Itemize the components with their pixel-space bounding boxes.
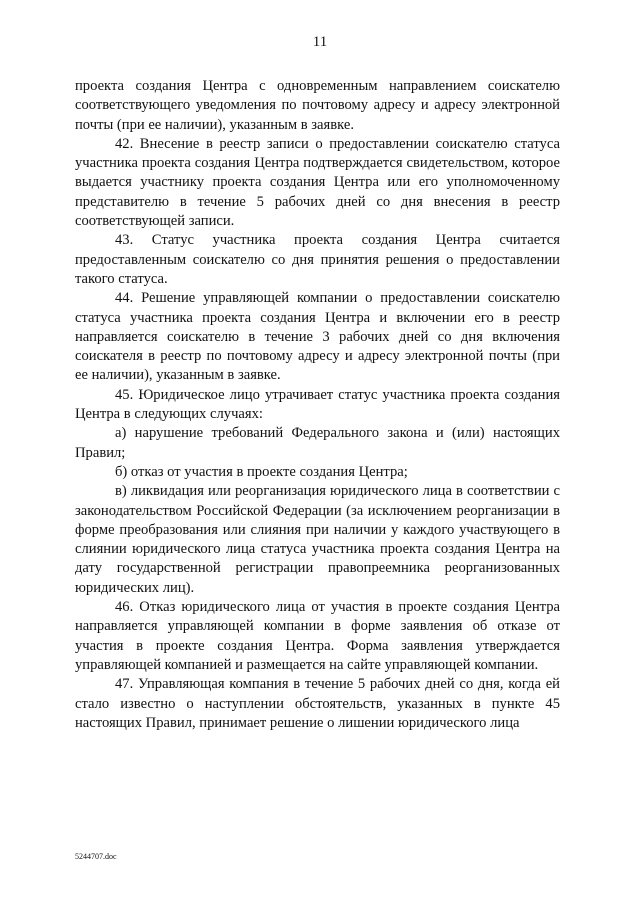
paragraph-45-a: а) нарушение требований Федерального закона и (или) настоящих Правил; xyxy=(75,425,560,461)
page-number: 11 xyxy=(312,34,328,50)
paragraph-45: 45. Юридическое лицо утрачивает статус участника проекта создания Центра в следующих случаях: xyxy=(75,386,560,423)
paragraph-45-b: б) отказ от участия в проекте создания Центра; xyxy=(115,463,408,480)
footer-filename: 5244707.doc xyxy=(75,852,117,861)
document-body xyxy=(75,77,560,733)
paragraph-45-v: в) ликвидация или реорганизация юридического лица в соответствии с законодательством Российской Федерации (за исключением реорганизации в форме преобразования или слияния при наличии у каждого участвующего в слиянии юридического лица статуса участника проекта создания Центра на дату государственной регистрации правопреемника реорганизованных юридических лиц). xyxy=(75,483,560,596)
paragraph-47: 47. Управляющая компания в течение 5 рабочих дней со дня, когда ей стало известно о наступлении обстоятельств, указанных в пункте 45 настоящих Правил, принимает решение о лишении юридического лица xyxy=(75,676,560,731)
paragraph-42: 42. Внесение в реестр записи о предоставлении соискателю статуса участника проекта создания Центра подтверждается свидетельством, которое выдается участнику проекта создания Центра или его уполномоченному представителю в течение 5 рабочих дней со дня внесения в реестр соответствующей записи. xyxy=(75,135,560,230)
paragraph-43: 43. Статус участника проекта создания Центра считается предоставленным соискателю со дня принятия решения о предоставлении такого статуса. xyxy=(75,232,560,287)
paragraph-44: 44. Решение управляющей компании о предоставлении соискателю статуса участника проекта создания Центра и включении его в реестр направляется соискателю в течение 3 рабочих дней со дня включения соискателя в реестр по почтовому адресу и адресу электронной почты (при ее наличии), указанным в заявке. xyxy=(75,290,560,384)
paragraph-46: 46. Отказ юридического лица от участия в проекте создания Центра направляется управляющей компании в форме заявления об отказе от участия в проекте создания Центра. Форма заявления утверждается управляющей компанией и размещается на сайте управляющей компании. xyxy=(75,599,560,673)
paragraph-continuation: проекта создания Центра с одновременным направлением соискателю соответствующего уведомления по почтовому адресу и адресу электронной почты (при ее наличии), указанным в заявке. xyxy=(75,78,560,133)
